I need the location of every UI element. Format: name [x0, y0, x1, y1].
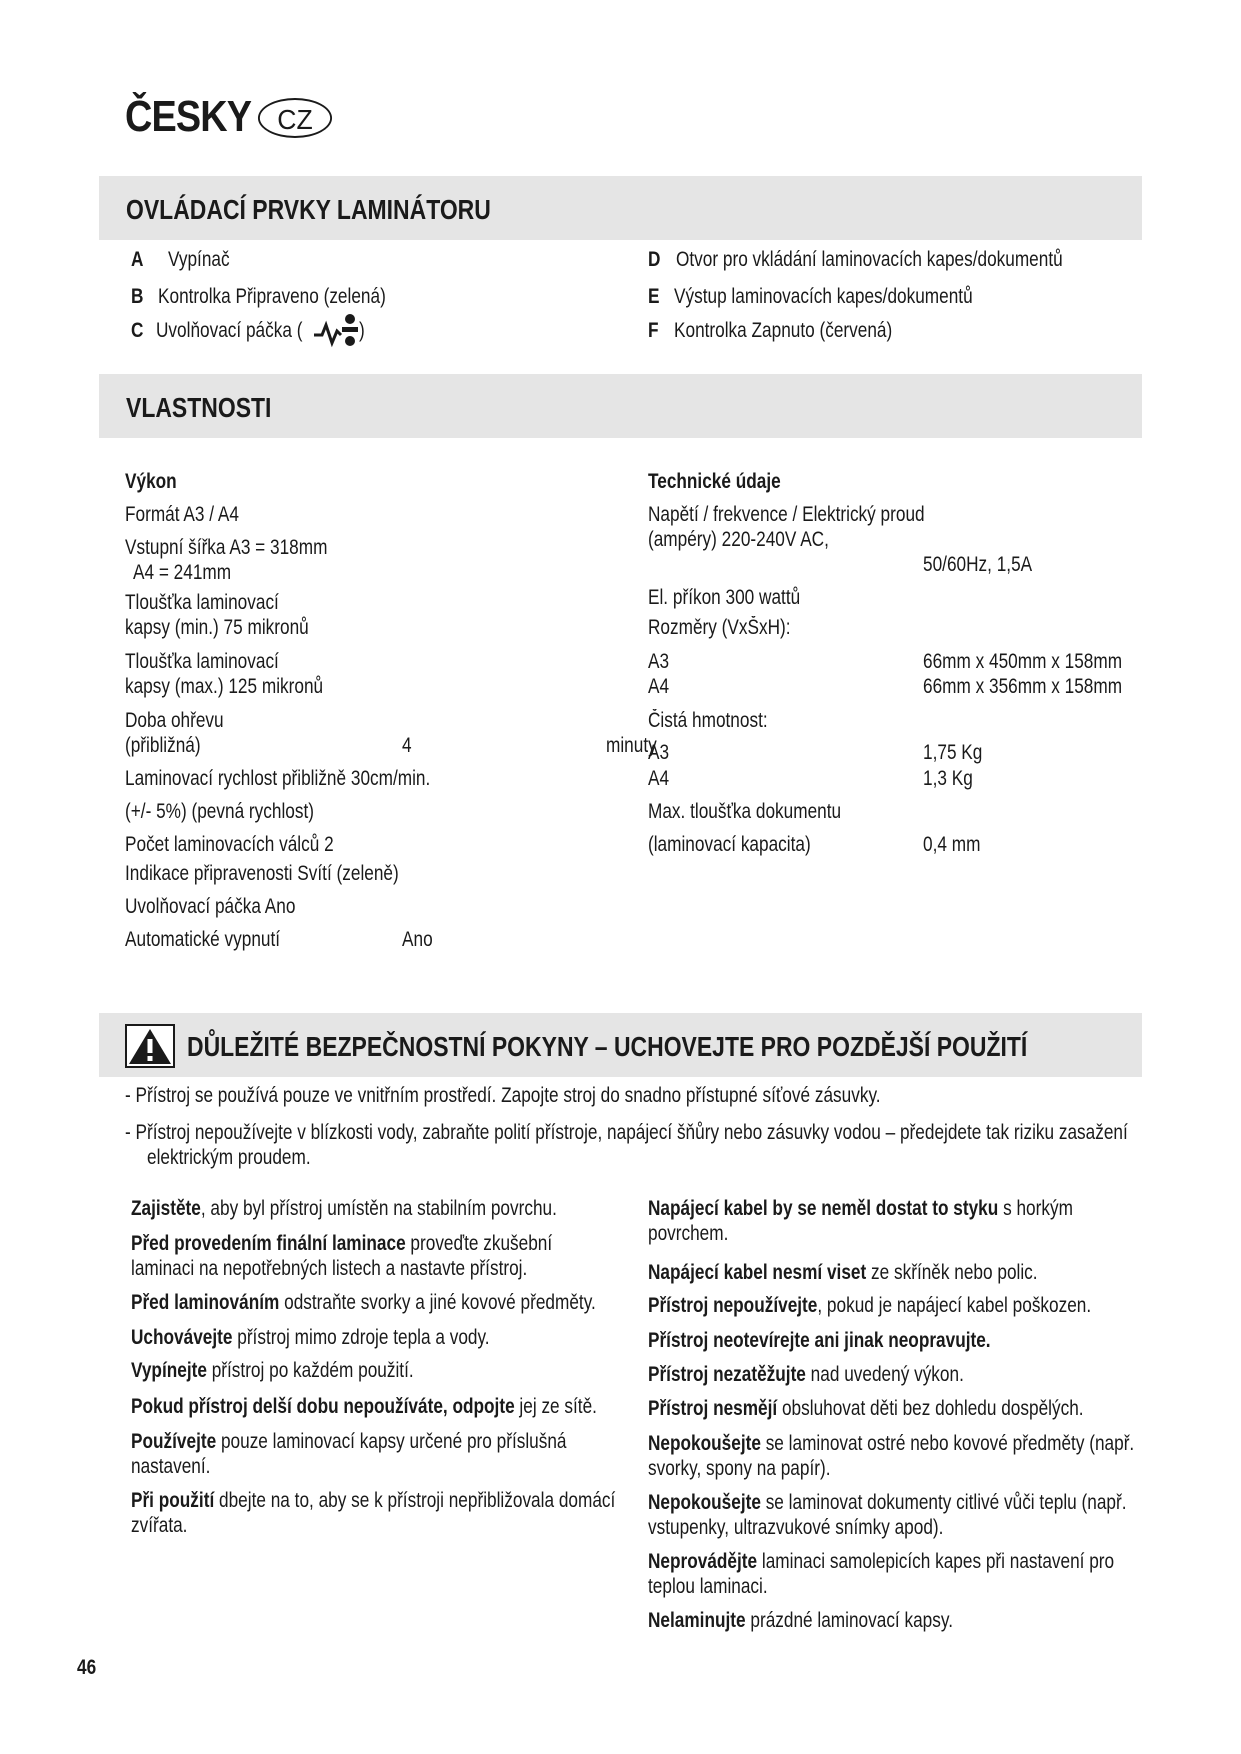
tech-value: 1,75 Kg	[923, 741, 983, 764]
tech-line: A4	[648, 675, 670, 698]
warning-icon	[125, 1024, 175, 1068]
safety-item: Nepokoušejte se laminovat dokumenty citlivé vůči teplu (např.	[648, 1491, 1127, 1514]
control-letter-f: F	[648, 319, 659, 342]
tech-line: A3	[648, 741, 670, 764]
control-letter-e: E	[648, 285, 660, 308]
safety-title: DŮLEŽITÉ BEZPEČNOSTNÍ POKYNY – UCHOVEJTE PRO POZDĚJŠÍ POUŽITÍ	[187, 1031, 1028, 1062]
safety-item: Uchovávejte přístroj mimo zdroje tepla a vody.	[131, 1326, 490, 1349]
spec-line: (přibližná)	[125, 734, 201, 757]
safety-item: Zajistěte, aby byl přístroj umístěn na stabilním povrchu.	[131, 1197, 557, 1220]
safety-intro-line: - Přístroj se používá pouze ve vnitřním prostředí. Zapojte stroj do snadno přístupné síťové zásuvky.	[125, 1084, 881, 1107]
spec-line: Doba ohřevu	[125, 709, 224, 732]
safety-item-continuation: laminaci na nepotřebných listech a nastavte přístroj.	[131, 1257, 528, 1280]
control-label-f: Kontrolka Zapnuto (červená)	[674, 319, 893, 342]
spec-line: kapsy (max.) 125 mikronů	[125, 675, 324, 698]
tech-line: A3	[648, 650, 670, 673]
safety-item: Přístroj nepoužívejte, pokud je napájecí kabel poškozen.	[648, 1294, 1092, 1317]
tech-value: 50/60Hz, 1,5A	[923, 553, 1033, 576]
performance-heading: Výkon	[125, 470, 177, 493]
language-code-badge: CZ	[258, 98, 332, 138]
page-title: ČESKY	[125, 92, 252, 141]
control-label-c: Uvolňovací páčka (	[156, 319, 303, 342]
page-number: 46	[77, 1656, 97, 1679]
control-label-d: Otvor pro vkládání laminovacích kapes/dokumentů	[676, 248, 1063, 271]
spec-line: Tloušťka laminovací	[125, 591, 279, 614]
technical-heading: Technické údaje	[648, 470, 781, 493]
tech-line: Napětí / frekvence / Elektrický proud	[648, 503, 925, 526]
spec-line: Formát A3 / A4	[125, 503, 239, 526]
safety-item: Napájecí kabel nesmí viset ze skříněk nebo polic.	[648, 1261, 1038, 1284]
control-letter-b: B	[131, 285, 144, 308]
tech-value: 66mm x 356mm x 158mm	[923, 675, 1123, 698]
safety-item: Před laminováním odstraňte svorky a jiné kovové předměty.	[131, 1291, 596, 1314]
spec-value: minuty	[606, 734, 657, 757]
safety-item: Nepokoušejte se laminovat ostré nebo kovové předměty (např.	[648, 1432, 1135, 1455]
features-section-header	[99, 374, 1142, 438]
tech-line: El. příkon 300 wattů	[648, 586, 801, 609]
safety-item: Napájecí kabel by se neměl dostat to styku s horkým	[648, 1197, 1073, 1220]
spec-line: Vstupní šířka A3 = 318mm	[125, 536, 328, 559]
safety-intro-line: elektrickým proudem.	[147, 1146, 311, 1169]
safety-item: Vypínejte přístroj po každém použití.	[131, 1359, 414, 1382]
safety-item-continuation: nastavení.	[131, 1455, 211, 1478]
safety-item: Pokud přístroj delší dobu nepoužíváte, odpojte jej ze sítě.	[131, 1395, 597, 1418]
control-letter-d: D	[648, 248, 661, 271]
safety-item: Přístroj nesmějí obsluhovat děti bez dohledu dospělých.	[648, 1397, 1084, 1420]
spec-value: 4	[402, 734, 412, 757]
safety-item: Při použití dbejte na to, aby se k přístroji nepřibližovala domácí	[131, 1489, 616, 1512]
safety-item: Používejte pouze laminovací kapsy určené pro příslušná	[131, 1430, 567, 1453]
safety-item: Nelaminujte prázdné laminovací kapsy.	[648, 1609, 953, 1632]
controls-title: OVLÁDACÍ PRVKY LAMINÁTORU	[126, 194, 491, 225]
safety-item-continuation: zvířata.	[131, 1514, 188, 1537]
control-label-c-suffix: )	[359, 319, 365, 342]
safety-item: Neprovádějte laminaci samolepicích kapes při nastavení pro	[648, 1550, 1115, 1573]
tech-line: (laminovací kapacita)	[648, 833, 811, 856]
spec-line: Automatické vypnutí	[125, 928, 281, 951]
tech-value: 66mm x 450mm x 158mm	[923, 650, 1123, 673]
safety-item-continuation: teplou laminaci.	[648, 1575, 768, 1598]
spec-line: Laminovací rychlost přibližně 30cm/min.	[125, 767, 431, 790]
safety-item: Před provedením finální laminace proveďte zkušební	[131, 1232, 553, 1255]
safety-intro-line: - Přístroj nepoužívejte v blízkosti vody, zabraňte polití přístroje, napájecí šňůry nebo zásuvky vodou – předejdete tak riziku zasažení	[125, 1121, 1128, 1144]
safety-item-continuation: vstupenky, ultrazvukové snímky apod).	[648, 1516, 944, 1539]
safety-section-header	[99, 1013, 1142, 1077]
spec-line: (+/- 5%) (pevná rychlost)	[125, 800, 315, 823]
spec-line: Uvolňovací páčka Ano	[125, 895, 296, 918]
safety-item: Přístroj neotevírejte ani jinak neopravujte.	[648, 1329, 991, 1352]
tech-value: 1,3 Kg	[923, 767, 973, 790]
safety-item: Přístroj nezatěžujte nad uvedený výkon.	[648, 1363, 964, 1386]
controls-section-header	[99, 176, 1142, 240]
control-label-b: Kontrolka Připraveno (zelená)	[158, 285, 386, 308]
tech-value: 0,4 mm	[923, 833, 981, 856]
control-letter-c: C	[131, 319, 144, 342]
tech-line: Rozměry (VxŠxH):	[648, 616, 791, 639]
tech-line: A4	[648, 767, 670, 790]
tech-line: Čistá hmotnost:	[648, 709, 768, 732]
release-lever-icon	[312, 313, 360, 349]
control-label-a: Vypínač	[168, 248, 230, 271]
safety-item-continuation: svorky, spony na papír).	[648, 1457, 831, 1480]
spec-line: Tloušťka laminovací	[125, 650, 279, 673]
spec-value: Ano	[402, 928, 433, 951]
features-title: VLASTNOSTI	[126, 392, 272, 423]
spec-line: A4 = 241mm	[133, 561, 232, 584]
tech-line: (ampéry) 220-240V AC,	[648, 528, 829, 551]
control-letter-a: A	[131, 248, 144, 271]
safety-item-continuation: povrchem.	[648, 1222, 729, 1245]
spec-line: Indikace připravenosti Svítí (zeleně)	[125, 862, 399, 885]
tech-line: Max. tloušťka dokumentu	[648, 800, 842, 823]
spec-line: kapsy (min.) 75 mikronů	[125, 616, 309, 639]
control-label-e: Výstup laminovacích kapes/dokumentů	[674, 285, 973, 308]
spec-line: Počet laminovacích válců 2	[125, 833, 334, 856]
